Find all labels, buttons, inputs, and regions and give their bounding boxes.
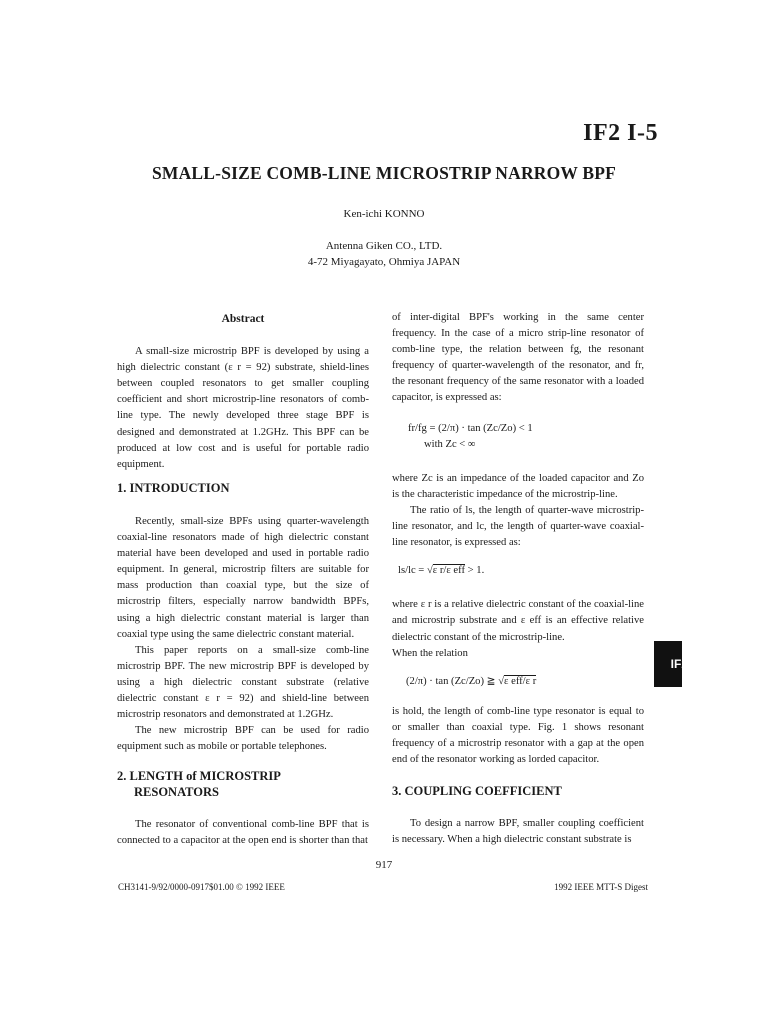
footer-digest: 1992 IEEE MTT-S Digest <box>554 882 648 892</box>
equation-1 <box>392 421 644 453</box>
equation-1-line-1: fr/fg = (2/π) · tan (Zc/Zo) < 1 <box>408 422 533 434</box>
section-2 <box>117 768 369 849</box>
affiliation-line-2: 4-72 Miyagayato, Ohmiya JAPAN <box>307 256 461 268</box>
session-code: IF2 I-5 <box>583 120 658 146</box>
section-2-heading-line-2: RESONATORS <box>134 785 219 799</box>
footer-copyright: CH3141-9/92/0000-0917$01.00 © 1992 IEEE <box>118 882 285 892</box>
section-3-paragraph-1: To design a narrow BPF, smaller coupling coefficient is necessary. When a high dielectric constant substrate is <box>392 818 644 846</box>
page-number: 917 <box>375 859 393 871</box>
sqrt-symbol: √ <box>426 565 433 577</box>
author: Ken-ichi KONNO <box>343 208 425 220</box>
right-paragraph-3: The ratio of ls, the length of quarter-wave microstrip-line resonator, and lc, the length of quarter-wave coaxial-line resonator, is expressed as: <box>392 504 644 549</box>
introduction-paragraph-3: The new microstrip BPF can be used for radio equipment such as mobile or portable telephones. <box>117 725 369 753</box>
right-paragraph-6: is hold, the length of comb-line type resonator is equal to or smaller than coaxial type. Fig. 1 shows resonant frequency of a microstrip resonator with a gap at the open end of the resonator working as lorded capacitor. <box>392 705 644 766</box>
introduction-paragraph-1: Recently, small-size BPFs using quarter-wavelength coaxial-line resonators made of high dielectric constant material have been developed and used in portable radio equipment. In general, microstrip filters are suitable for mass production than coaxial type, but the size of microstrip filters, especially narrow bandwidth BPFs, using a high dielectric constant material is larger than coaxial type using the same dielectric constant material. <box>117 516 369 640</box>
section-3-heading: 3. COUPLING COEFFICIENT <box>392 784 562 798</box>
equation-3-radicand: ε eff/ε r <box>504 675 537 687</box>
side-tab-label: IF2 <box>670 657 688 671</box>
introduction-section <box>117 480 369 755</box>
right-paragraph-1: of inter-digital BPF's working in the same center frequency. In the case of a micro strip-line resonator of comb-line type, the relation between fg, the resonant frequency of quarter-wavelength of the resonator, and fr, the resonant frequency of the same resonator with a loaded capacitor, is expressed as: <box>392 312 644 404</box>
sqrt-symbol: √ <box>498 675 505 687</box>
equation-3-prefix: (2/π) · tan (Zc/Zo) ≧ <box>406 675 496 687</box>
section-2-paragraph-1: The resonator of conventional comb-line BPF that is connected to a capacitor at the open end is shorter than that <box>117 819 369 847</box>
equation-2-suffix: > 1. <box>467 565 485 577</box>
equation-3 <box>392 674 644 690</box>
affiliation-line-1: Antenna Giken CO., LTD. <box>325 240 443 252</box>
abstract-text: A small-size microstrip BPF is developed by using a high dielectric constant (ε r = 92) substrate, shield-lines between coupled resonators to get smaller coupling coefficient and short microstrip-line resonators of comb-line type. The newly developed three stage BPF is designed and demonstrated at 1.2GHz. This BPF can be produced at low cost and is useful for portable radio equipment. <box>117 346 369 470</box>
equation-2-radicand: ε r/ε eff <box>432 565 465 577</box>
right-paragraph-5: When the relation <box>392 647 468 659</box>
right-paragraph-2: where Zc is an impedance of the loaded capacitor and Zo is the characteristic impedance of the microstrip-line. <box>392 472 644 500</box>
right-column <box>392 310 644 768</box>
right-paragraph-4: where ε r is a relative dielectric constant of the coaxial-line and microstrip substrate and ε eff is an effective relative dielectric constant of the microstrip-line. <box>392 599 644 643</box>
introduction-heading: 1. INTRODUCTION <box>117 481 230 495</box>
side-tab <box>654 641 688 687</box>
section-3 <box>392 783 644 848</box>
equation-2 <box>392 563 644 579</box>
equation-2-prefix: ls/lc = <box>398 565 425 577</box>
introduction-paragraph-2: This paper reports on a small-size comb-line microstrip BPF. The new microstrip BPF is developed by using a high dielectric constant substrate (relative dielectric constant ε r = 92) and shield-line between microstrip resonators and demonstrated at 1.2GHz. <box>117 644 369 721</box>
section-2-heading-line-1: 2. LENGTH of MICROSTRIP <box>117 769 281 783</box>
abstract-heading: Abstract <box>221 313 265 325</box>
abstract-section <box>117 311 369 473</box>
equation-1-line-2: with Zc < ∞ <box>424 438 476 450</box>
affiliation <box>0 238 768 270</box>
paper-title: SMALL-SIZE COMB-LINE MICROSTRIP NARROW BPF <box>151 163 617 183</box>
